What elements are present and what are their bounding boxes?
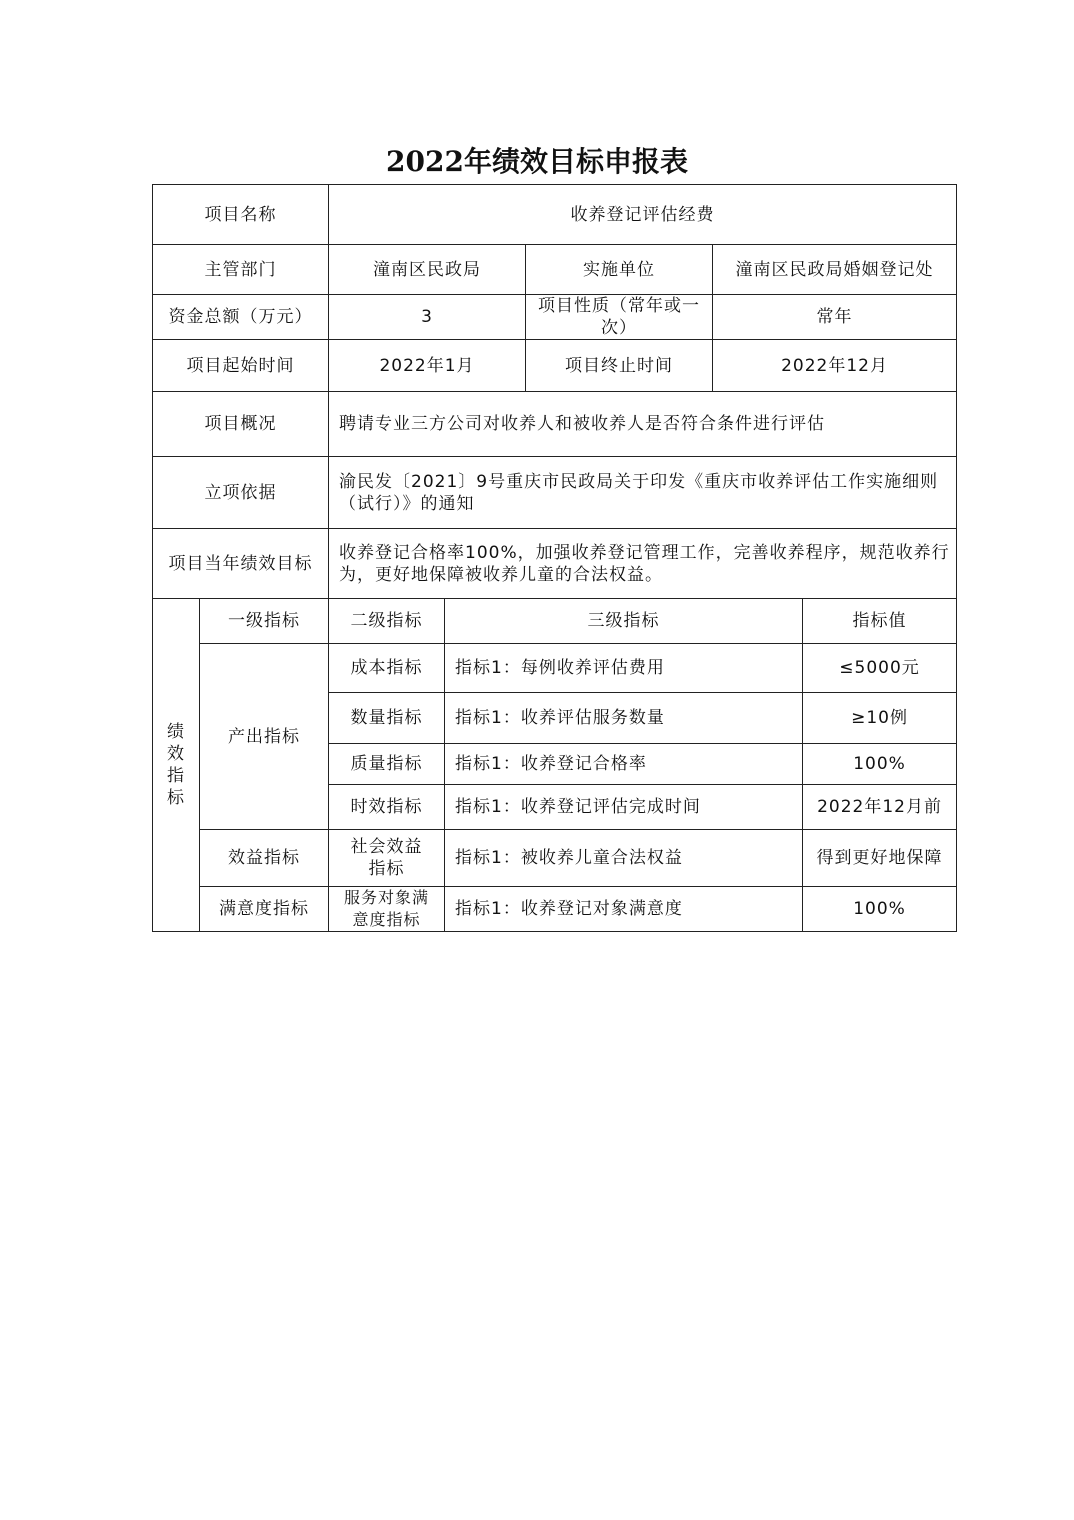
- indicator-level3: 指标1：被收养儿童合法权益: [445, 830, 803, 887]
- row-indicator-headers: [153, 599, 957, 644]
- row-overview: [153, 392, 957, 457]
- indicator-level2: 时效指标: [329, 785, 445, 830]
- overview-value: 聘请专业三方公司对收养人和被收养人是否符合条件进行评估: [329, 392, 957, 457]
- indicator-level3: 指标1：每例收养评估费用: [445, 644, 803, 693]
- indicator-row: [153, 887, 957, 932]
- row-project-name: [153, 185, 957, 245]
- benefit-indicator-label: 效益指标: [200, 830, 329, 887]
- row-department: [153, 245, 957, 295]
- indicator-row: [153, 644, 957, 693]
- header-level2: 二级指标: [329, 599, 445, 644]
- row-funds: [153, 295, 957, 340]
- row-basis: [153, 457, 957, 529]
- goal-label: 项目当年绩效目标: [153, 529, 329, 599]
- indicator-row: [153, 830, 957, 887]
- indicator-value: ≥10例: [803, 693, 957, 744]
- overview-label: 项目概况: [153, 392, 329, 457]
- indicator-value: 100%: [803, 887, 957, 932]
- end-label: 项目终止时间: [526, 340, 713, 392]
- basis-label: 立项依据: [153, 457, 329, 529]
- indicator-value: ≤5000元: [803, 644, 957, 693]
- header-level1: 一级指标: [200, 599, 329, 644]
- performance-form-table: [152, 184, 957, 932]
- page-title: 2022年绩效目标申报表: [386, 145, 688, 178]
- header-value: 指标值: [803, 599, 957, 644]
- satisfaction-indicator-label: 满意度指标: [200, 887, 329, 932]
- row-dates: [153, 340, 957, 392]
- indicator-value: 得到更好地保障: [803, 830, 957, 887]
- unit-value: 潼南区民政局婚姻登记处: [713, 245, 957, 295]
- indicator-level2: 成本指标: [329, 644, 445, 693]
- funds-label: 资金总额（万元）: [153, 295, 329, 340]
- funds-value: 3: [329, 295, 526, 340]
- indicator-level2-text: 社会效益指标: [350, 837, 423, 879]
- indicator-level3: 指标1：收养评估服务数量: [445, 693, 803, 744]
- header-level3: 三级指标: [445, 599, 803, 644]
- start-value: 2022年1月: [329, 340, 526, 392]
- indicator-level2: [329, 830, 445, 887]
- unit-label: 实施单位: [526, 245, 713, 295]
- nature-label: 项目性质（常年或一次）: [526, 295, 713, 340]
- indicator-level2: [329, 887, 445, 932]
- dept-value: 潼南区民政局: [329, 245, 526, 295]
- indicator-level2-text: 服务对象满意度指标: [343, 888, 429, 929]
- indicator-level3: 指标1：收养登记评估完成时间: [445, 785, 803, 830]
- output-indicator-label: 产出指标: [200, 644, 329, 830]
- indicator-level2: 质量指标: [329, 744, 445, 785]
- project-name-label: 项目名称: [153, 185, 329, 245]
- indicators-section-text: 绩效指标: [167, 722, 185, 808]
- goal-value: 收养登记合格率100%，加强收养登记管理工作，完善收养程序，规范收养行为，更好地保障被收养儿童的合法权益。: [329, 529, 957, 599]
- end-value: 2022年12月: [713, 340, 957, 392]
- indicator-value: 2022年12月前: [803, 785, 957, 830]
- indicator-level3: 指标1：收养登记对象满意度: [445, 887, 803, 932]
- nature-value: 常年: [713, 295, 957, 340]
- indicator-level3: 指标1：收养登记合格率: [445, 744, 803, 785]
- project-name-value: 收养登记评估经费: [329, 185, 957, 245]
- indicator-level2: 数量指标: [329, 693, 445, 744]
- row-goal: [153, 529, 957, 599]
- indicator-value: 100%: [803, 744, 957, 785]
- start-label: 项目起始时间: [153, 340, 329, 392]
- basis-value: 渝民发〔2021〕9号重庆市民政局关于印发《重庆市收养评估工作实施细则（试行）》的通知: [329, 457, 957, 529]
- dept-label: 主管部门: [153, 245, 329, 295]
- indicators-section-label: [153, 599, 200, 932]
